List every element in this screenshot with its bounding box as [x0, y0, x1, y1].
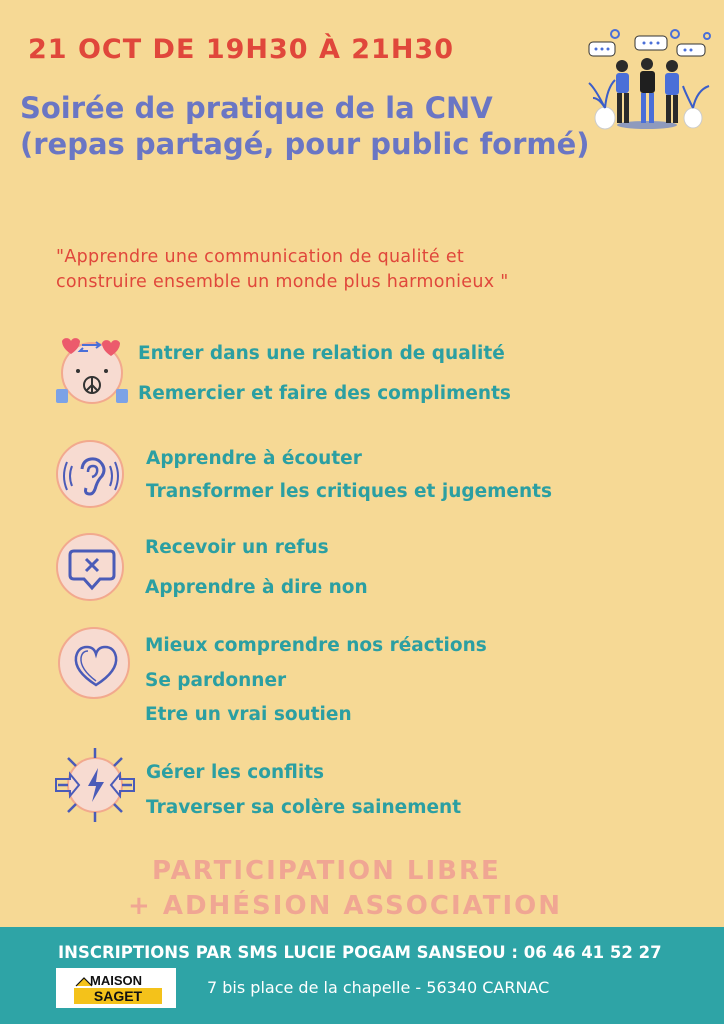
section-1-item-2: Remercier et faire des compliments: [138, 383, 511, 404]
quote: [56, 245, 696, 295]
quote-line-1: "Apprendre une communication de qualité et: [56, 247, 465, 267]
participation-line-1: PARTICIPATION LIBRE: [152, 856, 501, 886]
section-5-item-1: Gérer les conflits: [146, 762, 325, 783]
section-3-item-1: Recevoir un refus: [145, 537, 329, 558]
address: 7 bis place de la chapelle - 56340 CARNAC: [207, 978, 550, 997]
page-title: [20, 90, 590, 162]
quote-line-2: construire ensemble un monde plus harmonieux ": [56, 272, 509, 292]
section-5-item-2: Traverser sa colère sainement: [146, 797, 462, 818]
section-4-item-2: Se pardonner: [145, 670, 287, 691]
hearts-peace-icon: [54, 333, 130, 405]
title-line-2: (repas partagé, pour public formé): [20, 127, 590, 161]
title-line-1: Soirée de pratique de la CNV: [20, 91, 493, 125]
section-1-item-1: Entrer dans une relation de qualité: [138, 343, 505, 364]
refusal-speech-bubble-icon: [56, 533, 124, 601]
section-4-item-1: Mieux comprendre nos réactions: [145, 635, 487, 656]
logo-text-maison: MAISON: [90, 973, 142, 988]
section-2-item-2: Transformer les critiques et jugements: [146, 481, 552, 502]
ear-listening-icon: [56, 440, 124, 508]
participation-line-2: + ADHÉSION ASSOCIATION: [128, 891, 563, 921]
section-3-item-2: Apprendre à dire non: [145, 577, 368, 598]
logo-text-saget: SAGET: [93, 988, 143, 1004]
section-4-item-3: Etre un vrai soutien: [145, 704, 352, 725]
sms-registration: INSCRIPTIONS PAR SMS LUCIE POGAM SANSEOU : 06 46 41 52 27: [58, 943, 662, 962]
conflict-lightning-icon: [52, 742, 138, 828]
people-talking-illustration: [585, 28, 715, 133]
event-date: 21 OCT DE 19H30 À 21H30: [28, 34, 454, 65]
heart-icon: [58, 627, 130, 699]
maison-saget-logo: [56, 968, 176, 1008]
section-2-item-1: Apprendre à écouter: [146, 448, 362, 469]
